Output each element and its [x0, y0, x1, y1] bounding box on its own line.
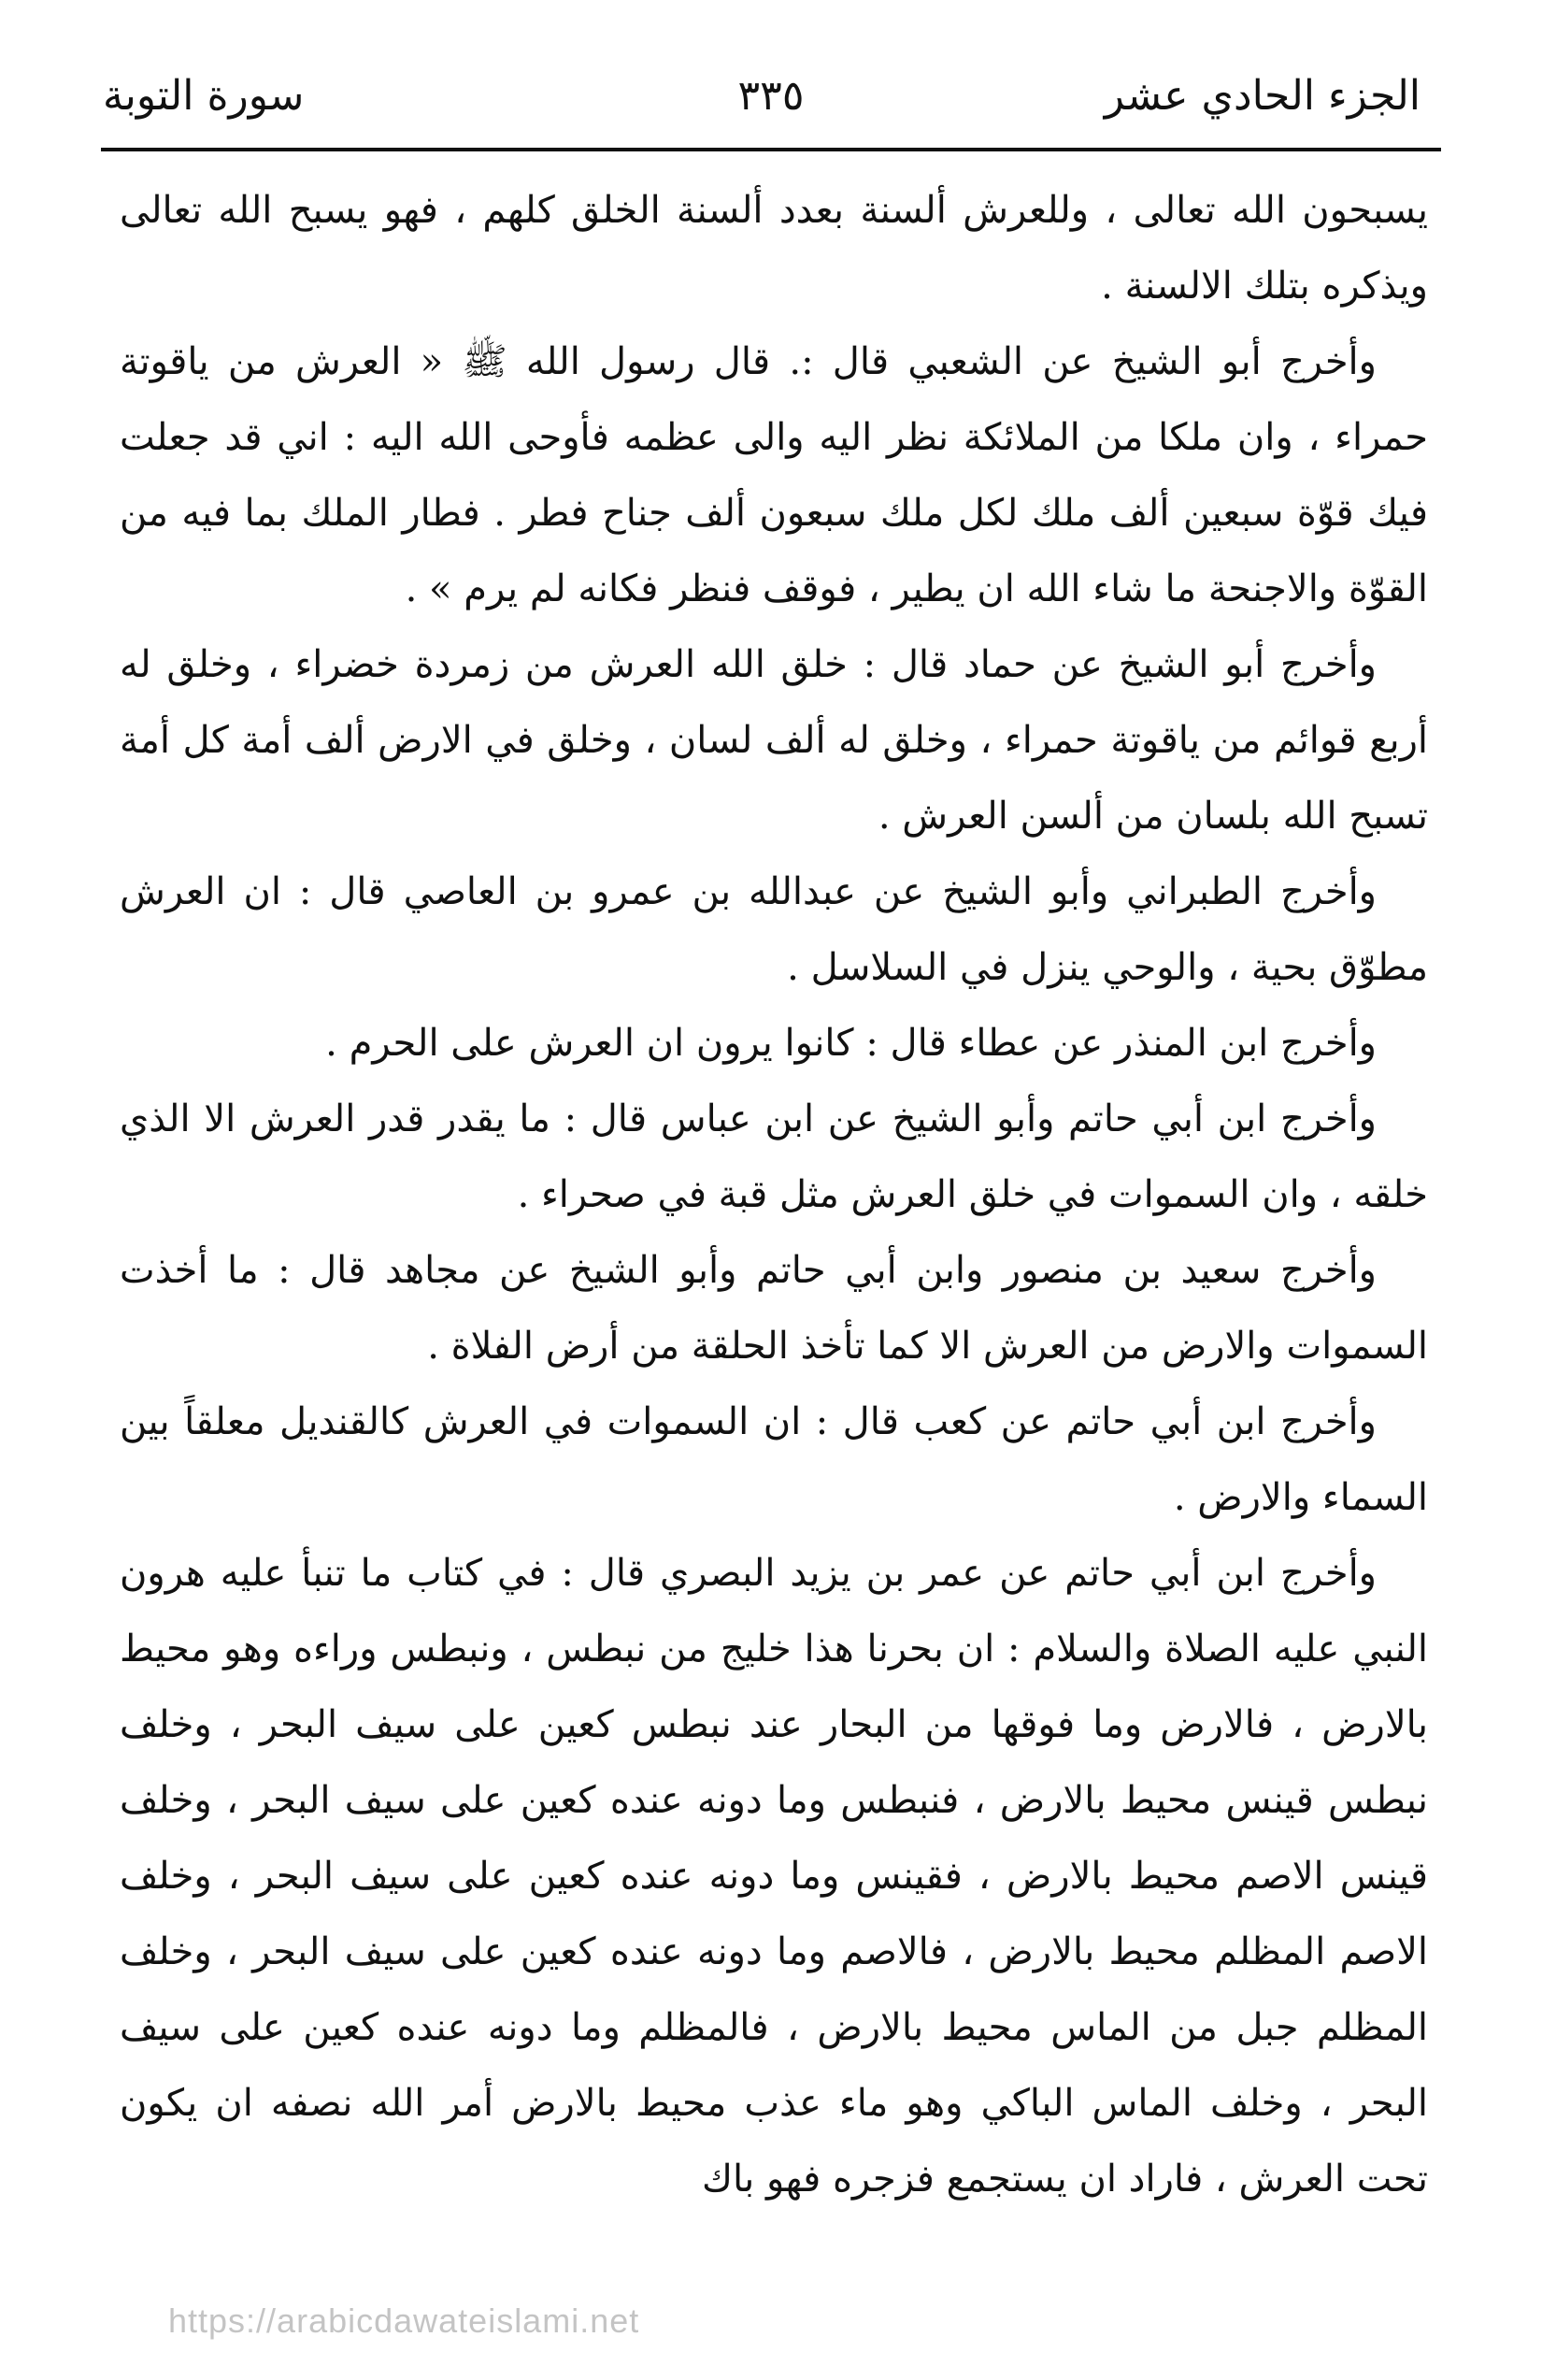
- header-rule: [101, 148, 1441, 151]
- paragraph: وأخرج أبو الشيخ عن الشعبي قال :. قال رسول الله ﷺ « العرش من ياقوتة حمراء ، وان ملكا من الملائكة نظر اليه والى عظمه فأوحى الله اليه : اني قد جعلت فيك قوّة سبعين ألف ملك لكل ملك سبعون ألف جناح فطر . فطار الملك بما فيه من القوّة والاجنحة ما شاء الله ان يطير ، فوقف فنظر فكانه لم يرم » .: [120, 340, 1428, 610]
- paragraph: وأخرج ابن أبي حاتم عن كعب قال : ان السموات في العرش كالقنديل معلقاً بين السماء والارض .: [120, 1400, 1428, 1519]
- paragraph: وأخرج ابن أبي حاتم عن عمر بن يزيد البصري قال : في كتاب ما تنبأ عليه هرون النبي عليه الصلاة والسلام : ان بحرنا هذا خليج من نبطس ، ونبطس وراءه وهو محيط بالارض ، فالارض وما فوقها من البحار عند نبطس كعين على سيف البحر ، وخلف نبطس قينس محيط بالارض ، فنبطس وما دونه عنده كعين على سيف البحر ، وخلف قينس الاصم محيط بالارض ، فقينس وما دونه عنده كعين على سيف البحر ، وخلف الاصم المظلم محيط بالارض ، فالاصم وما دونه عنده كعين على سيف البحر ، وخلف المظلم جبل من الماس محيط بالارض ، فالمظلم وما دونه عنده كعين على سيف البحر ، وخلف الماس الباكي وهو ماء عذب محيط بالارض أمر الله نصفه ان يكون تحت العرش ، فاراد ان يستجمع فزجره فهو باك: [120, 1552, 1428, 2201]
- paragraph: وأخرج ابن المنذر عن عطاء قال : كانوا يرون ان العرش على الحرم .: [325, 1022, 1377, 1065]
- paragraph: وأخرج الطبراني وأبو الشيخ عن عبدالله بن عمرو بن العاصي قال : ان العرش مطوّق بحية ، والوحي ينزل في السلاسل .: [120, 870, 1428, 989]
- paragraph: وأخرج سعيد بن منصور وابن أبي حاتم وأبو الشيخ عن مجاهد قال : ما أخذت السموات والارض من العرش الا كما تأخذ الحلقة من أرض الفلاة .: [120, 1249, 1428, 1368]
- part-title: الجزء الحادي عشر: [1104, 72, 1421, 120]
- watermark: https://arabicdawateislami.net: [168, 2301, 640, 2340]
- running-header: [93, 54, 1449, 138]
- paragraph: وأخرج أبو الشيخ عن حماد قال : خلق الله العرش من زمردة خضراء ، وخلق له أربع قوائم من ياقوتة حمراء ، وخلق له ألف لسان ، وخلق في الارض ألف أمة كل أمة تسبح الله بلسان من ألسن العرش .: [120, 643, 1429, 838]
- paragraph: وأخرج ابن أبي حاتم وأبو الشيخ عن ابن عباس قال : ما يقدر قدر العرش الا الذي خلقه ، وان السموات في خلق العرش مثل قبة في صحراء .: [120, 1097, 1428, 1216]
- page-body: [120, 173, 1428, 2217]
- surah-title: سورة التوبة: [103, 72, 305, 120]
- paragraph: يسبحون الله تعالى ، وللعرش ألسنة بعدد ألسنة الخلق كلهم ، فهو يسبح الله تعالى ويذكره بتلك الالسنة .: [120, 189, 1428, 308]
- page-number: ٣٣٥: [737, 72, 805, 120]
